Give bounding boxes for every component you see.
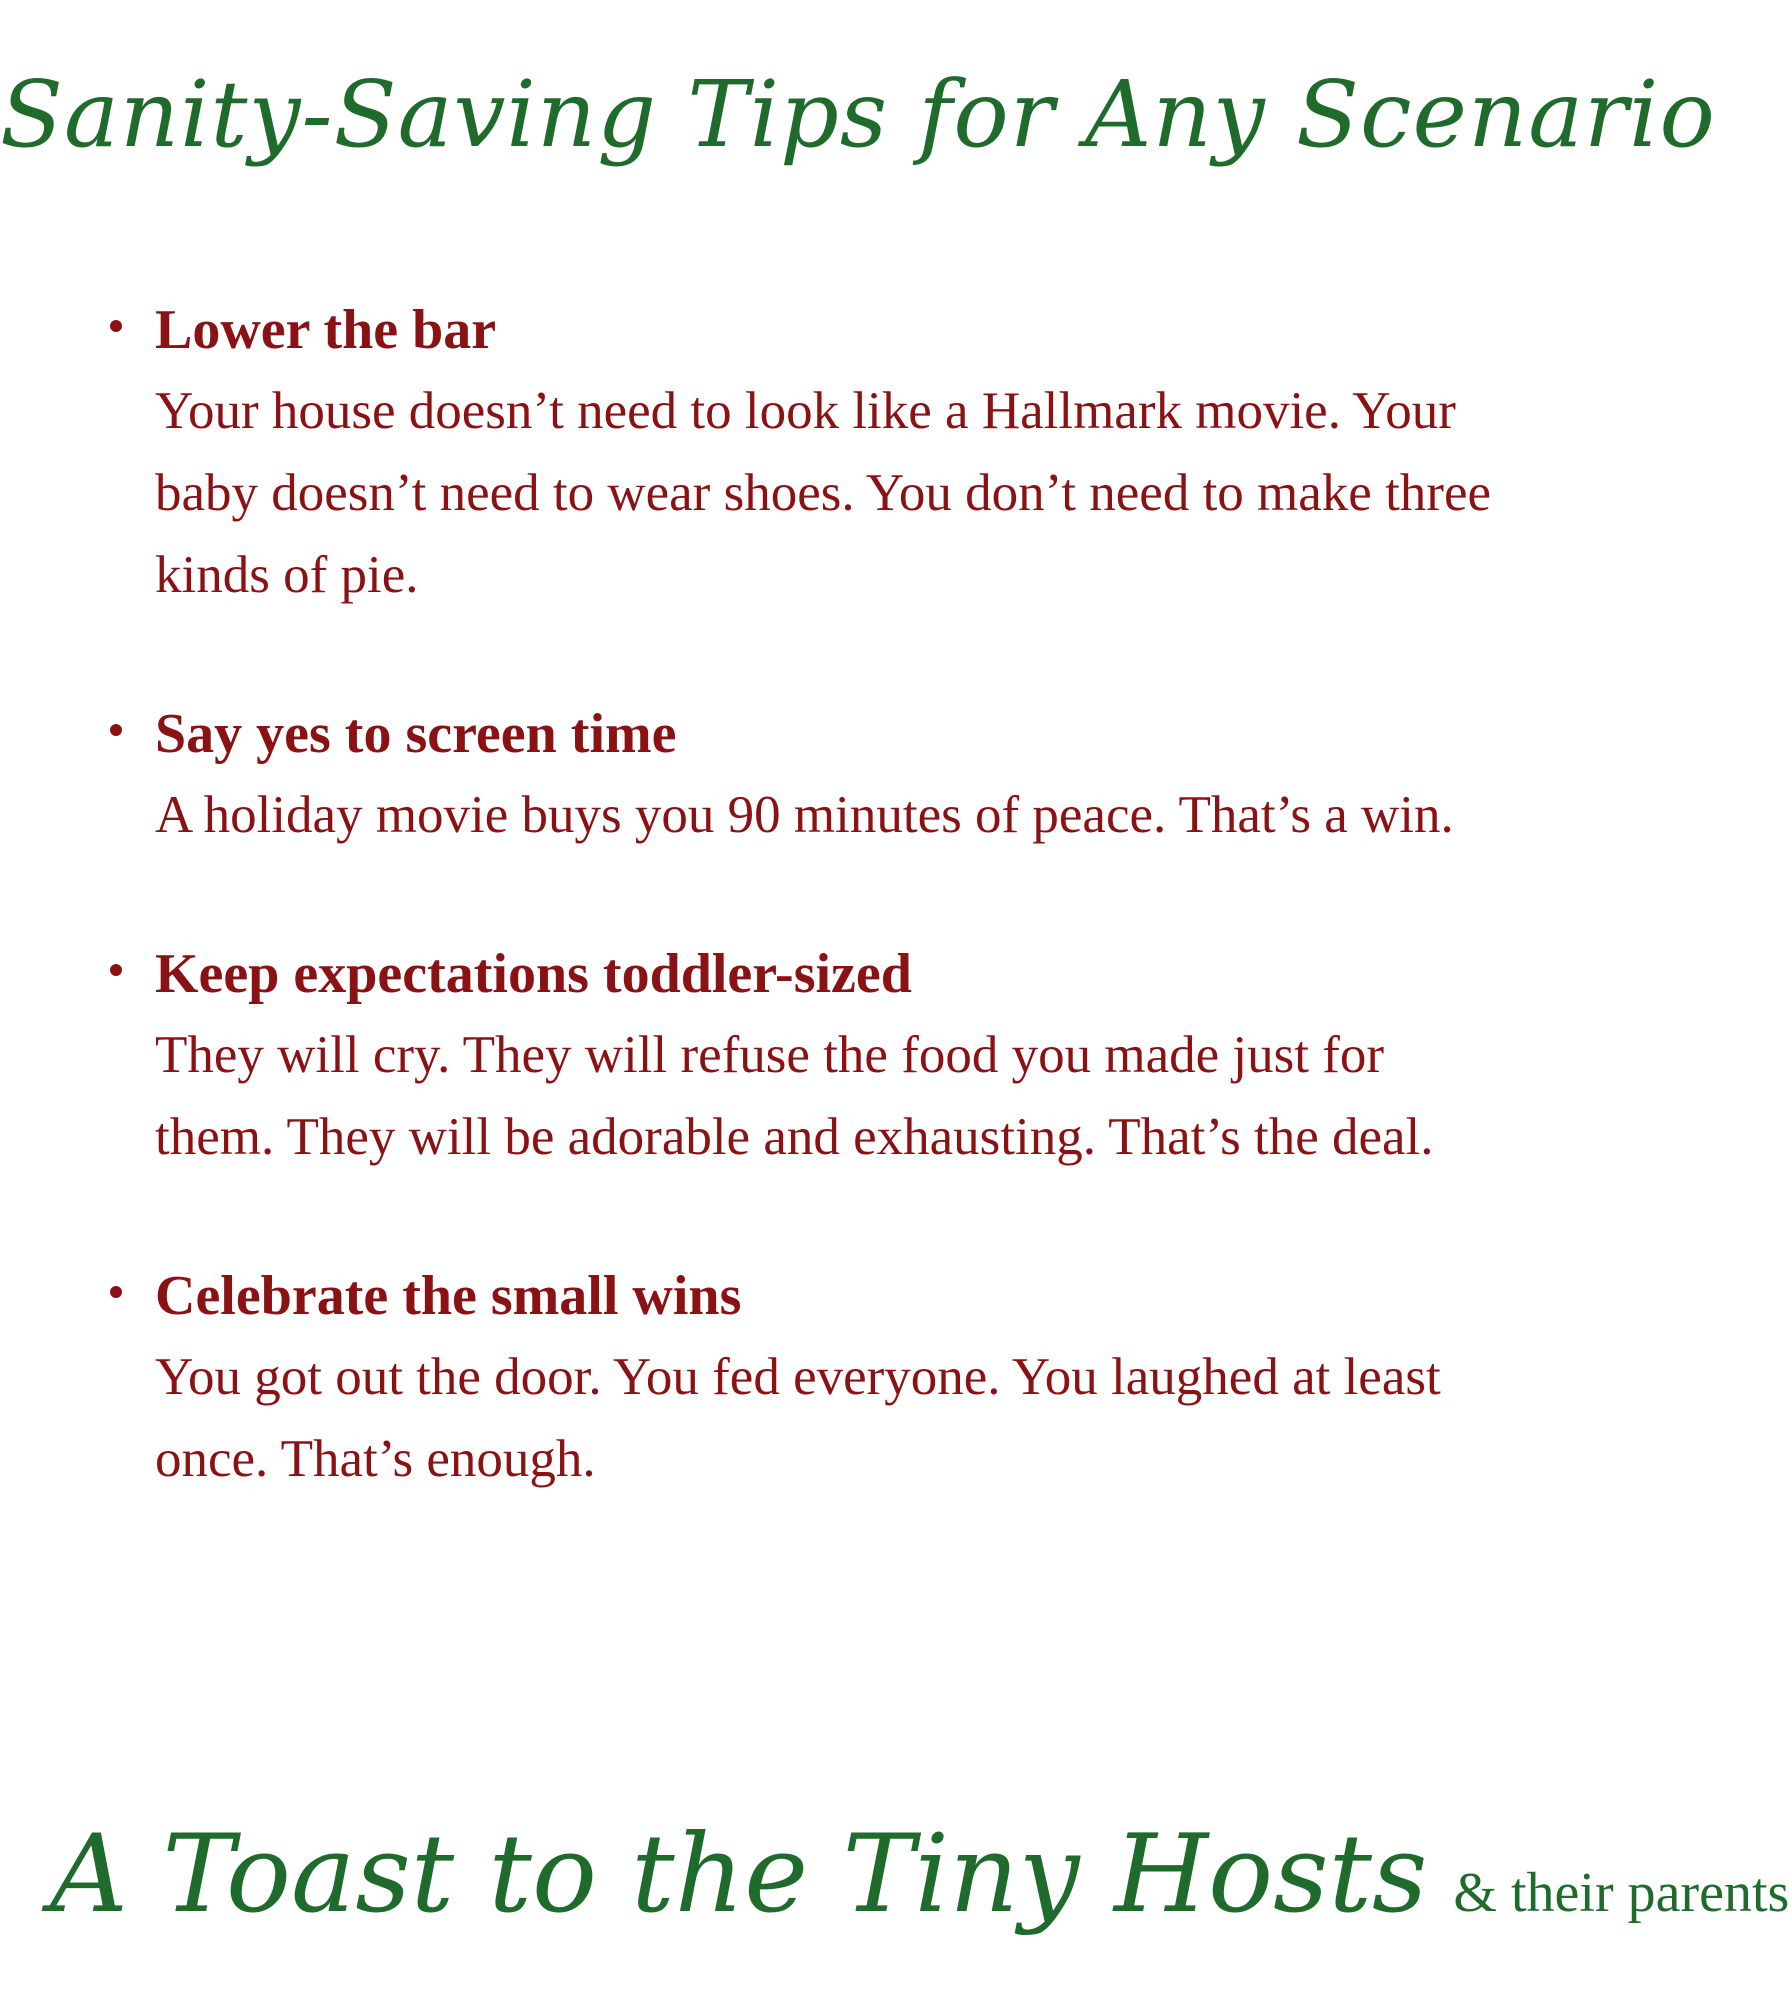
tip-body: You got out the door. You fed everyone. You laughed at least once. That’s enough. xyxy=(155,1348,1441,1488)
footer-script-title: A Toast to the Tiny Hosts xyxy=(50,1812,1428,1937)
bullet-icon xyxy=(110,964,122,976)
tip-body: Your house doesn’t need to look like a Hallmark movie. Your baby doesn’t need to wear shoes. You don’t need to make three kinds of pie. xyxy=(155,382,1491,604)
page-title: Sanity-Saving Tips for Any Scenario xyxy=(0,61,1716,168)
bullet-icon xyxy=(110,1286,122,1298)
tip-item-2 xyxy=(100,694,1480,856)
bullet-icon xyxy=(110,320,122,332)
tip-heading: Lower the bar xyxy=(155,299,497,361)
tip-heading: Celebrate the small wins xyxy=(155,1265,742,1327)
tip-body: They will cry. They will refuse the food you made just for them. They will be adorable and exhausting. That’s the deal. xyxy=(155,1026,1434,1166)
tip-body: A holiday movie buys you 90 minutes of peace. That’s a win. xyxy=(155,786,1454,844)
tip-item-4 xyxy=(100,1256,1480,1500)
tips-list xyxy=(100,290,1491,1578)
tip-heading: Keep expectations toddler-sized xyxy=(155,943,912,1005)
footer-tagline: & their parents xyxy=(1453,1862,1789,1924)
tip-item-3 xyxy=(100,934,1480,1178)
tip-heading: Say yes to screen time xyxy=(155,703,677,765)
footer xyxy=(50,1800,1789,1950)
tip-item-1 xyxy=(100,290,1491,616)
bullet-icon xyxy=(110,724,122,736)
